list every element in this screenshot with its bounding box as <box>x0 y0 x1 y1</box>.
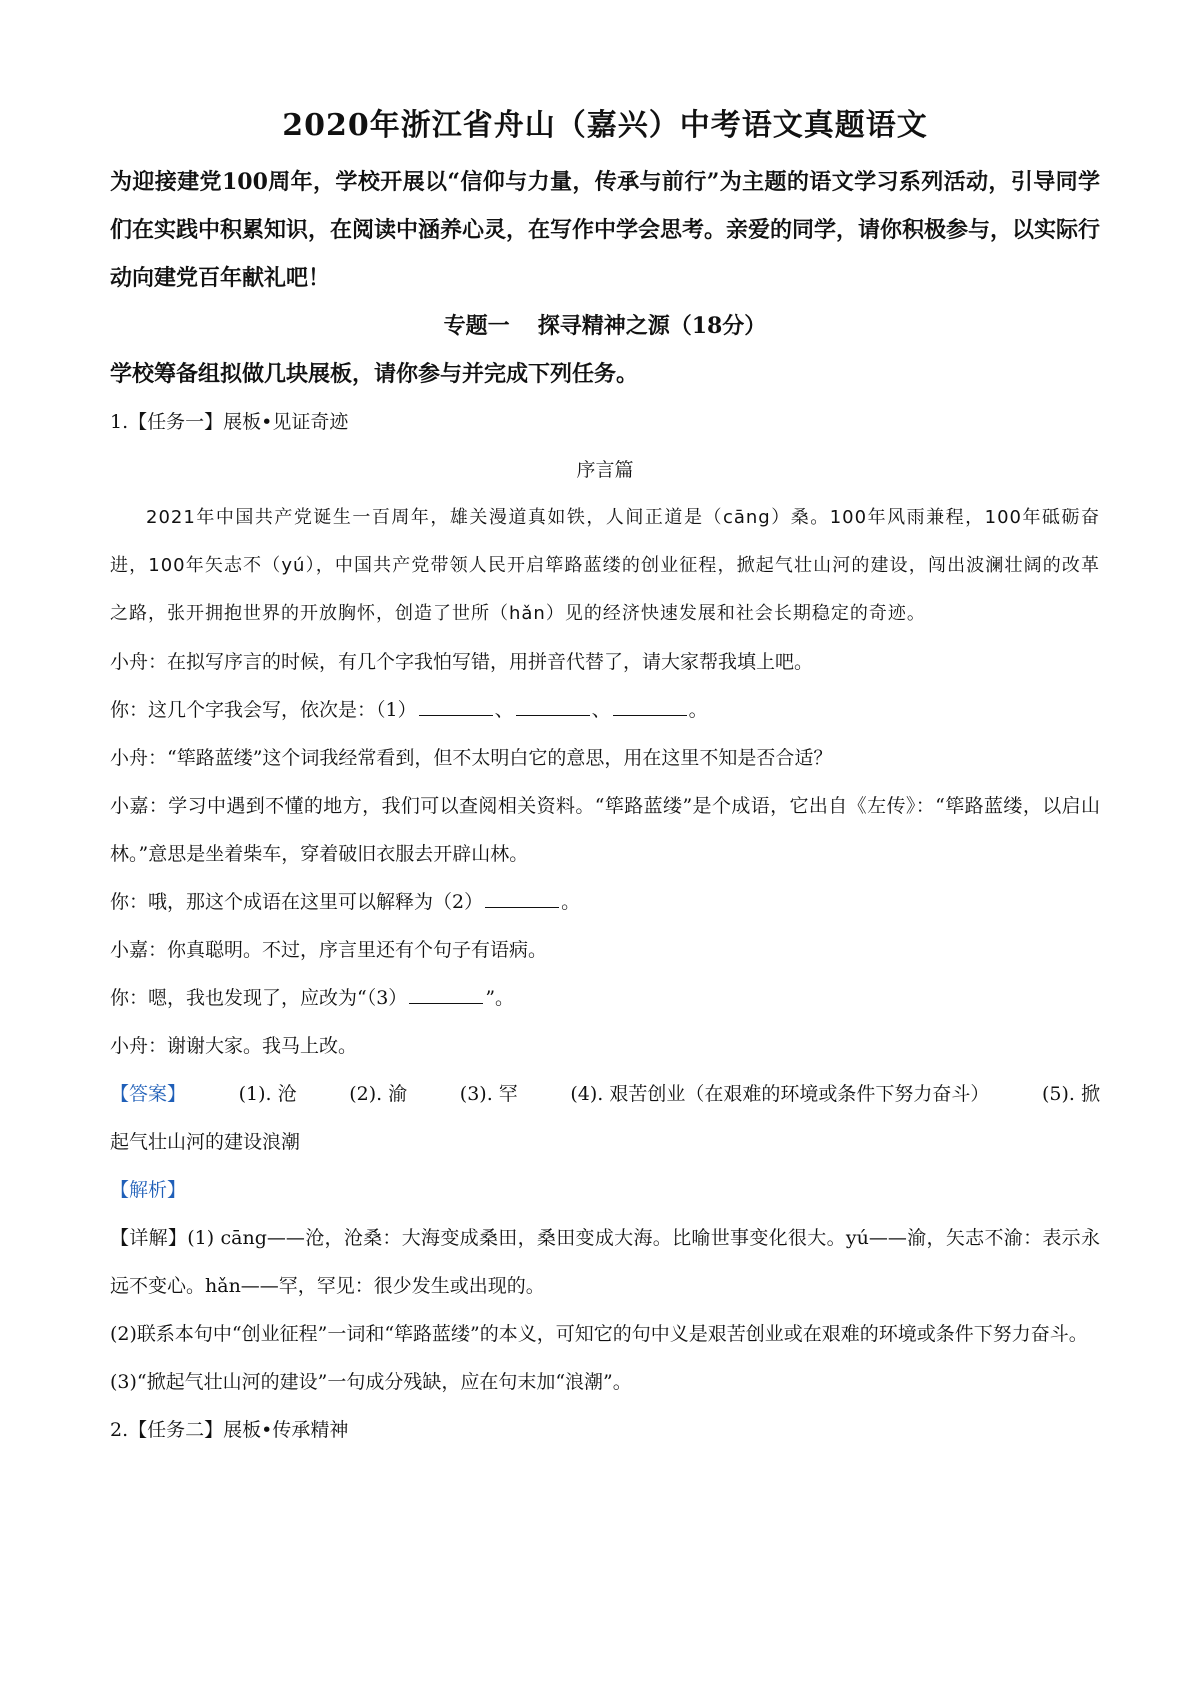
topic-name: 探寻精神之源（18分） <box>537 313 767 339</box>
answer-blank-1[interactable] <box>419 693 493 716</box>
task-one-heading: 1.【任务一】展板•见证奇迹 <box>110 411 349 433</box>
answer-item-3: (3). 罕 <box>459 1083 518 1105</box>
preface-title: 序言篇 <box>576 459 634 481</box>
dialog-line-8: 小舟：谢谢大家。我马上改。 <box>110 1035 358 1057</box>
answer-item-4: (4). 艰苦创业（在艰难的环境或条件下努力奋斗） <box>570 1083 990 1105</box>
dialog-line-7 <box>110 974 1100 1022</box>
answer-blank-4[interactable] <box>485 885 559 908</box>
dialog-line-5-text: 你：哦，那这个成语在这里可以解释为（2） <box>110 891 484 913</box>
answer-item-1: (1). 沧 <box>238 1083 297 1105</box>
separator: 、 <box>591 699 611 721</box>
answer-continuation: 起气壮山河的建设浪潮 <box>110 1131 301 1153</box>
answer-blank-2[interactable] <box>516 693 590 716</box>
answer-tag: 【答案】 <box>110 1083 187 1105</box>
answer-line <box>110 1070 1100 1118</box>
analysis-paragraph-1: 【详解】(1) cāng——沧，沧桑：大海变成桑田，桑田变成大海。比喻世事变化很大。yú——渝，矢志不渝：表示永远不变心。hǎn——罕，罕见：很少发生或出现的。 <box>110 1227 1100 1297</box>
analysis-tag: 【解析】 <box>110 1179 187 1201</box>
answer-blank-5[interactable] <box>409 981 483 1004</box>
dialog-line-7-text: 你：嗯，我也发现了，应改为“（3） <box>110 987 408 1009</box>
dialog-line-3: 小舟：“筚路蓝缕”这个词我经常看到，但不太明白它的意思，用在这里不知是否合适？ <box>110 747 833 769</box>
topic-label: 专题一 <box>443 313 510 339</box>
answer-item-2: (2). 渝 <box>349 1083 408 1105</box>
dialog-line-2 <box>110 686 1100 734</box>
dialog-line-4: 小嘉：学习中遇到不懂的地方，我们可以查阅相关资料。“筚路蓝缕”是个成语，它出自《左传》：“筚路蓝缕，以启山林。”意思是坐着柴车，穿着破旧衣服去开辟山林。 <box>110 795 1100 865</box>
intro-paragraph: 为迎接建党100周年，学校开展以“信仰与力量，传承与前行”为主题的语文学习系列活动，引导同学们在实践中积累知识，在阅读中涵养心灵，在写作中学会思考。亲爱的同学，请你积极参与，以实际行动向建党百年献礼吧！ <box>110 169 1101 291</box>
dialog-line-1: 小舟：在拟写序言的时候，有几个字我怕写错，用拼音代替了，请大家帮我填上吧。 <box>110 651 814 673</box>
document-title: 2020年浙江省舟山（嘉兴）中考语文真题语文 <box>282 108 928 143</box>
answer-item-5: (5). 掀 <box>1041 1083 1100 1105</box>
period: 。 <box>688 699 708 721</box>
preface-paragraph: 2021年中国共产党诞生一百周年，雄关漫道真如铁，人间正道是（cāng）桑。100年风雨兼程，100年砥砺奋进，100年矢志不（yú），中国共产党带领人民开启筚路蓝缕的创业征程，掀起气壮山河的建设，闯出波澜壮阔的改革之路，张开拥抱世界的开放胸怀，创造了世所（hǎn）见的经济快速发展和社会长期稳定的奇迹。 <box>110 507 1100 624</box>
period: 。 <box>561 891 581 913</box>
answer-blank-3[interactable] <box>613 693 687 716</box>
topic-heading <box>110 302 1100 350</box>
closing-quote: ”。 <box>485 987 515 1009</box>
task-two-heading: 2.【任务二】展板•传承精神 <box>110 1419 349 1441</box>
document-page <box>110 100 1100 1454</box>
dialog-line-2-text: 你：这几个字我会写，依次是：（1） <box>110 699 417 721</box>
lead-text: 学校筹备组拟做几块展板，请你参与并完成下列任务。 <box>110 361 639 387</box>
separator: 、 <box>494 699 514 721</box>
dialog-line-6: 小嘉：你真聪明。不过，序言里还有个句子有语病。 <box>110 939 548 961</box>
analysis-paragraph-3: (3)“掀起气壮山河的建设”一句成分残缺，应在句末加“浪潮”。 <box>110 1371 632 1393</box>
dialog-line-5 <box>110 878 1100 926</box>
analysis-paragraph-2: (2)联系本句中“创业征程”一词和“筚路蓝缕”的本义，可知它的句中义是艰苦创业或在艰难的环境或条件下努力奋斗。 <box>110 1323 1088 1345</box>
